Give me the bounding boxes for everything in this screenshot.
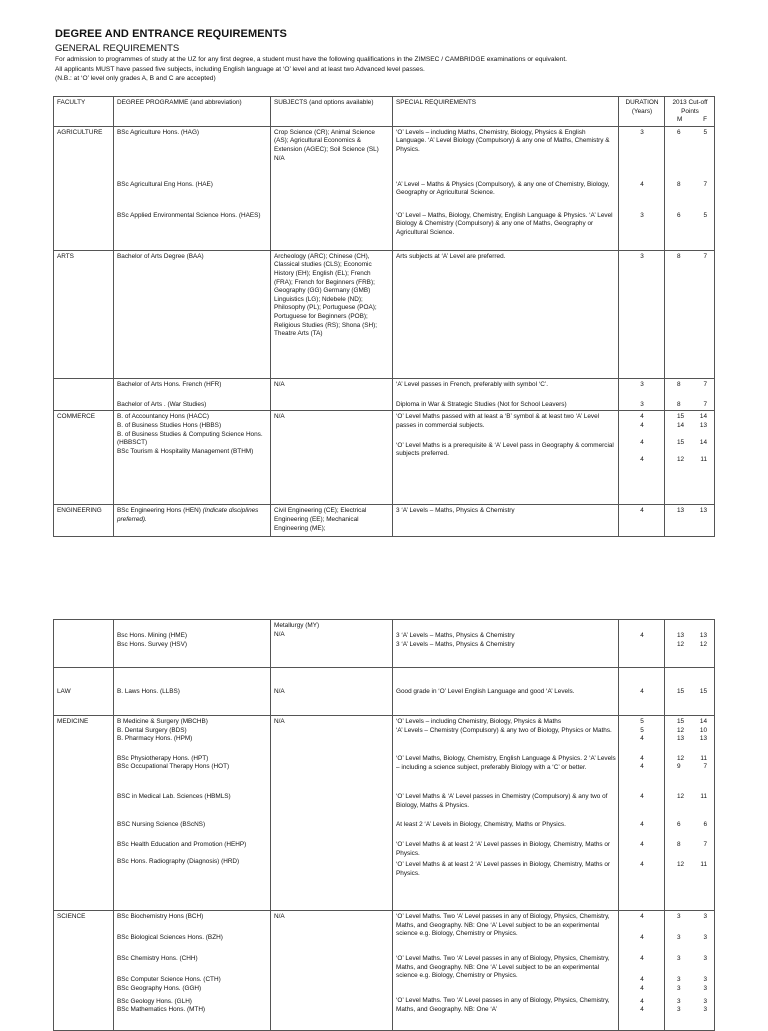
duration-value: 4 — [640, 997, 644, 1005]
subjects-text: Archeology (ARC); Chinese (CH), Classical studies (CLS); Economic History (EH); English (EL); French (FRA); French for Beginners (FRB); Geography (GG) Germany (GMB) Linguistics (LG); Ndebele (ND); Philosophy (PL); Portuguese (POA); Portuguese for Beginners (POB); Religious Studies (RS); Shona (SH); Theatre Arts (TA) — [271, 250, 393, 378]
programme-name: BSc Biochemistry Hons (BCH) — [117, 913, 204, 920]
faculty-engineering: ENGINEERING — [54, 505, 114, 537]
duration-value: 4 — [640, 180, 644, 188]
duration-value: 4 — [619, 505, 665, 537]
cutoff-f: 7 — [703, 180, 707, 188]
programme-name: Bachelor of Arts Hons. French (HFR) — [117, 380, 222, 388]
special-cell — [393, 126, 619, 250]
special-cell — [393, 378, 619, 411]
duration-value: 4 — [640, 792, 644, 800]
duration-value: 4 — [640, 438, 644, 446]
cutoff-f: 3 — [703, 997, 707, 1005]
cutoff-cell — [665, 668, 715, 716]
special-text: ‘A’ Levels – Chemistry (Compulsory) & any two of Biology, Physics or Maths. — [396, 726, 612, 734]
programme-name: BSc Mathematics Hons. (MTH) — [117, 1006, 206, 1014]
faculty-agriculture: AGRICULTURE — [54, 126, 114, 250]
cutoff-f: 13 — [699, 632, 707, 639]
section-subtitle: GENERAL REQUIREMENTS — [55, 43, 180, 54]
duration-value: 3 — [640, 400, 644, 408]
intro-line: For admission to programmes of study at the UZ for any first degree, a student must have the following qualifications in the ZIMSEC / CAMBRIDGE examinations or equivalent. — [55, 56, 567, 63]
special-text: ‘A’ Level passes in French, preferably with symbol ‘C’. — [396, 380, 549, 388]
special-cell — [393, 411, 619, 505]
cutoff-m: 6 — [677, 128, 681, 136]
programme-name: BSc Engineering Hons (HEN) — [117, 507, 201, 515]
programme-name: BSC Nursing Science (BScNS) — [117, 820, 206, 828]
duration-value: 5 — [640, 718, 644, 725]
duration-value: 4 — [640, 860, 644, 868]
programme-name: Bachelor of Arts . (War Studies) — [117, 400, 207, 408]
faculty-science: SCIENCE — [54, 911, 114, 1031]
cutoff-cell — [665, 126, 715, 250]
subjects-na: N/A — [274, 154, 285, 162]
programme-cell — [114, 716, 271, 911]
cutoff-f: 13 — [699, 735, 707, 743]
special-text: ‘O’ Level Maths. Two ‘A’ Level passes in any of Biology, Physics, Chemistry, Maths, and Geography. NB: One ‘A’ — [396, 997, 610, 1013]
cutoff-f: 14 — [699, 718, 707, 725]
cutoff-f: 3 — [703, 984, 707, 992]
table-row — [54, 126, 715, 250]
table-row — [54, 250, 715, 378]
cutoff-m: 3 — [677, 976, 681, 983]
cutoff-m: 12 — [677, 792, 685, 800]
cutoff-f: 7 — [703, 400, 707, 408]
cutoff-m: 15 — [677, 688, 685, 695]
cutoff-m: 15 — [677, 718, 685, 725]
cutoff-m: 12 — [677, 726, 685, 734]
programme-name: BSc Hons. Radiography (Diagnosis) (HRD) — [117, 857, 240, 865]
cutoff-f: 13 — [699, 421, 707, 429]
subjects-text: Crop Science (CR); Animal Science (AS); Agricultural Economics & Extension (AGEC); Soil Science (SL) — [274, 128, 379, 153]
requirements-table-top — [53, 96, 715, 537]
header-programme: DEGREE PROGRAMME (and abbreviation) — [114, 97, 271, 127]
special-text: Arts subjects at ‘A’ Level are preferred. — [393, 250, 619, 378]
duration-value: 4 — [640, 754, 644, 762]
duration-value: 3 — [619, 250, 665, 378]
programme-name: BSC in Medical Lab. Sciences (HBMLS) — [117, 792, 231, 800]
cutoff-m: 12 — [677, 640, 685, 648]
cutoff-m: 3 — [677, 913, 681, 920]
table-row — [54, 716, 715, 911]
cutoff-m: 12 — [677, 754, 685, 762]
programme-name: BSc Health Education and Promotion (HEHP) — [117, 840, 247, 848]
subjects-text: Civil Engineering (CE); Electrical Engineering (EE); Mechanical Engineering (ME); — [271, 505, 393, 537]
special-text: Good grade in ‘O’ Level English Language and good ‘A’ Levels. — [393, 668, 619, 716]
programme-name: B Medicine & Surgery (MBCHB) — [117, 718, 208, 725]
programme-cell — [114, 378, 271, 411]
duration-value: 4 — [640, 984, 644, 992]
table-row — [54, 505, 715, 537]
cutoff-f: 11 — [700, 860, 707, 868]
cutoff-m: 13 — [677, 632, 685, 639]
cutoff-f: 15 — [699, 688, 707, 695]
cutoff-f: 10 — [699, 726, 707, 734]
table-header-row — [54, 97, 715, 127]
programme-name: B. of Accountancy Hons (HACC) — [117, 413, 209, 421]
duration-value: 4 — [640, 763, 644, 771]
duration-value: 3 — [640, 211, 644, 219]
cutoff-m: 3 — [677, 1006, 681, 1014]
special-text: ‘O’ Level Maths & at least 2 ‘A’ Level passes in Biology, Chemistry, Maths or Physics. — [396, 861, 611, 877]
special-text: ‘O’ Level Maths. Two ‘A’ Level passes in any of Biology, Physics, Chemistry, Maths, and Geography. NB: One ‘A’ Level subject to be an experimental science e.g. Biology, Chemistry or Physics. — [396, 955, 610, 980]
duration-value: 4 — [640, 455, 644, 463]
programme-name: BSc Agriculture Hons. (HAG) — [117, 128, 200, 136]
subjects-na: N/A — [271, 378, 393, 411]
programme-name: B. Laws Hons. (LLBS) — [114, 668, 271, 716]
duration-cell — [619, 378, 665, 411]
programme-name: BSc Applied Environmental Science Hons. (HAES) — [117, 211, 261, 219]
duration-value: 4 — [640, 1006, 644, 1014]
special-text: ‘O’ Level Maths passed with at least a ‘B’ symbol & at least two ‘A’ Level passes in commercial subjects. — [396, 413, 600, 429]
special-text: 3 ‘A’ Levels – Maths, Physics & Chemistry — [393, 505, 619, 537]
special-text: ‘O’ Level Maths is a prerequisite & ‘A’ Level pass in Geography & commercial subjects preferred. — [396, 441, 614, 458]
intro-text — [55, 55, 725, 84]
duration-value: 4 — [640, 632, 644, 639]
header-duration: DURATION (Years) — [619, 97, 665, 127]
programme-name: BSc Agricultural Eng Hons. (HAE) — [117, 180, 213, 188]
subjects-cell — [271, 620, 393, 668]
subjects-text: Metallurgy (MY) — [274, 622, 320, 629]
duration-value: 4 — [640, 955, 644, 962]
cutoff-m: 15 — [677, 413, 685, 421]
faculty-law: LAW — [54, 668, 114, 716]
cutoff-m: 3 — [677, 984, 681, 992]
cutoff-m: 13 — [677, 735, 685, 743]
cutoff-m: 8 — [677, 252, 681, 260]
header-special: SPECIAL REQUIREMENTS — [393, 97, 619, 127]
cutoff-f: 5 — [703, 211, 707, 219]
special-text: ‘O’ Level – Maths, Biology, Chemistry, English Language & Physics. ‘A’ Level Biology & Chemistry (Compulsory) & any one of Maths, Geography or Agricultural Science. — [396, 211, 613, 236]
duration-cell — [619, 411, 665, 505]
cutoff-m: 15 — [677, 438, 685, 446]
cutoff-m: 14 — [677, 421, 685, 429]
duration-value: 4 — [640, 735, 644, 743]
programme-name: Bsc Hons. Mining (HME) — [117, 632, 187, 639]
duration-cell — [619, 911, 665, 1031]
cutoff-m: 3 — [677, 955, 681, 962]
programme-name: BSc Biological Sciences Hons. (BZH) — [117, 934, 223, 941]
cutoff-f: 3 — [703, 934, 707, 941]
cutoff-f: 13 — [699, 507, 707, 515]
programme-cell — [114, 505, 271, 537]
programme-name: Bsc Hons. Survey (HSV) — [117, 640, 187, 648]
cutoff-m: 3 — [677, 934, 681, 941]
subjects-cell — [271, 126, 393, 250]
special-text: ‘O’ Levels – including Maths, Chemistry, Biology, Physics & English Language. ‘A’ Level Biology (Compulsory) & any one of Maths, Chemistry & Physics. — [396, 128, 610, 153]
cutoff-f: 3 — [703, 976, 707, 983]
programme-name: BSc Occupational Therapy Hons (HOT) — [117, 763, 230, 771]
header-subjects: SUBJECTS (and options available) — [271, 97, 393, 127]
subjects-na: N/A — [271, 716, 393, 911]
cutoff-m: 3 — [677, 997, 681, 1005]
special-text: At least 2 ‘A’ Levels in Biology, Chemistry, Maths or Physics. — [396, 821, 566, 828]
page-title: DEGREE AND ENTRANCE REQUIREMENTS — [55, 28, 287, 40]
cutoff-cell — [665, 505, 715, 537]
special-text: ‘O’ Level Maths. Two ‘A’ Level passes in any of Biology, Physics, Chemistry, Maths, and Geography. NB: One ‘A’ Level subject to be an experimental science e.g. Biology, Chemistry or Physics. — [396, 913, 610, 938]
duration-value: 4 — [619, 668, 665, 716]
table-row — [54, 411, 715, 505]
cutoff-f: 11 — [700, 792, 707, 800]
intro-line: All applicants MUST have passed five subjects, including English language at ‘O’ level and at least two Advanced level passes. — [55, 65, 425, 73]
cutoff-f: 14 — [699, 413, 707, 421]
cutoff-m: 6 — [677, 820, 681, 828]
duration-value: 3 — [640, 380, 644, 388]
programme-name: B. of Business Studies & Computing Science Hons. (HBBSCT) — [117, 430, 263, 447]
cutoff-f: 7 — [703, 840, 707, 848]
table-row — [54, 668, 715, 716]
cutoff-f: 7 — [703, 763, 707, 771]
programme-name: BSc Geology Hons. (GLH) — [117, 997, 192, 1005]
programme-name: B. Dental Surgery (BDS) — [117, 726, 187, 734]
special-cell — [393, 911, 619, 1031]
cutoff-m: 8 — [677, 840, 681, 848]
faculty-commerce: COMMERCE — [54, 411, 114, 505]
cutoff-f: 5 — [703, 128, 707, 136]
duration-value: 4 — [640, 820, 644, 828]
subjects-na: N/A — [274, 630, 285, 638]
cutoff-cell — [665, 620, 715, 668]
faculty-arts: ARTS — [54, 250, 114, 378]
duration-cell — [619, 126, 665, 250]
header-f: F — [703, 116, 707, 124]
intro-line: (N.B.: at ‘O’ level only grades A, B and C are accepted) — [55, 75, 216, 83]
programme-cell — [114, 911, 271, 1031]
subjects-na: N/A — [271, 411, 393, 505]
programme-name: BSc Computer Science Hons. (CTH) — [117, 976, 221, 983]
cutoff-m: 13 — [677, 507, 685, 515]
cutoff-m: 6 — [677, 211, 681, 219]
cutoff-m: 9 — [677, 763, 681, 771]
cutoff-f: 6 — [703, 820, 707, 828]
programme-name: BSc Tourism & Hospitality Management (BTHM) — [117, 447, 254, 455]
cutoff-cell — [665, 911, 715, 1031]
programme-cell — [114, 126, 271, 250]
programme-cell — [114, 620, 271, 668]
cutoff-f: 7 — [703, 252, 707, 260]
special-text: ‘O’ Level Maths & at least 2 ‘A’ Level passes in Biology, Chemistry, Maths or Physics. — [396, 841, 611, 857]
duration-value: 5 — [640, 726, 644, 734]
programme-name: B. of Business Studies Hons (HBBS) — [117, 421, 222, 429]
special-text: Diploma in War & Strategic Studies (Not for School Leavers) — [396, 400, 567, 408]
requirements-table-bottom — [53, 619, 715, 1031]
programme-name: BSc Chemistry Hons. (CHH) — [117, 955, 198, 962]
subjects-na: N/A — [271, 668, 393, 716]
special-text: 3 ‘A’ Levels – Maths, Physics & Chemistry — [396, 632, 515, 639]
header-faculty: FACULTY — [54, 97, 114, 127]
cutoff-cell — [665, 250, 715, 378]
cutoff-m: 8 — [677, 380, 681, 388]
header-m: M — [677, 116, 683, 124]
table-row — [54, 620, 715, 668]
faculty-medicine: MEDICINE — [54, 716, 114, 911]
duration-value: 4 — [640, 413, 644, 421]
programme-name: B. Pharmacy Hons. (HPM) — [117, 735, 193, 743]
duration-value: 4 — [640, 913, 644, 920]
duration-cell — [619, 716, 665, 911]
duration-value: 4 — [640, 934, 644, 941]
cutoff-f: 3 — [703, 913, 707, 920]
cutoff-cell — [665, 716, 715, 911]
header-cutoff-label: 2013 Cut-off Points — [672, 99, 708, 115]
cutoff-f: 14 — [699, 438, 707, 446]
cutoff-f: 11 — [700, 754, 707, 762]
special-cell — [393, 716, 619, 911]
special-text: ‘O’ Levels – including Chemistry, Biology, Physics & Maths — [396, 718, 562, 725]
programme-cell — [114, 411, 271, 505]
cutoff-f: 3 — [703, 955, 707, 962]
duration-value: 3 — [640, 128, 644, 136]
cutoff-m: 8 — [677, 400, 681, 408]
special-cell — [393, 620, 619, 668]
cutoff-cell — [665, 378, 715, 411]
subjects-na: N/A — [271, 911, 393, 1031]
cutoff-m: 8 — [677, 180, 681, 188]
programme-note: (Indicate disciplines preferred). — [117, 507, 259, 523]
programme-name: BSc Geography Hons. (GGH) — [117, 984, 202, 992]
cutoff-cell — [665, 411, 715, 505]
programme-name: BSc Physiotherapy Hons. (HPT) — [117, 754, 209, 762]
duration-cell — [619, 620, 665, 668]
cutoff-f: 3 — [703, 1006, 707, 1014]
cutoff-m: 12 — [677, 455, 685, 463]
cutoff-m: 12 — [677, 860, 685, 868]
programme-name: Bachelor of Arts Degree (BAA) — [114, 250, 271, 378]
special-text: 3 ‘A’ Levels – Maths, Physics & Chemistry — [396, 640, 515, 648]
header-cutoff — [665, 97, 715, 127]
duration-value: 4 — [640, 840, 644, 848]
duration-value: 4 — [640, 976, 644, 983]
special-text: ‘O’ Level Maths, Biology, Chemistry, English Language & Physics. 2 ‘A’ Levels – including a science subject, preferably Biology with a ‘C’ or better. — [396, 755, 616, 771]
table-row — [54, 911, 715, 1031]
duration-value: 4 — [640, 421, 644, 429]
special-text: ‘O’ Level Maths & ‘A’ Level passes in Chemistry (Compulsory) & any two of Biology, Maths & Physics. — [396, 793, 608, 809]
cutoff-f: 12 — [699, 640, 707, 648]
cutoff-f: 7 — [703, 380, 707, 388]
cutoff-f: 11 — [700, 455, 707, 463]
special-text: ‘A’ Level – Maths & Physics (Compulsory), & any one of Chemistry, Biology, Geography or Agricultural Science. — [396, 180, 610, 197]
table-row — [54, 378, 715, 411]
